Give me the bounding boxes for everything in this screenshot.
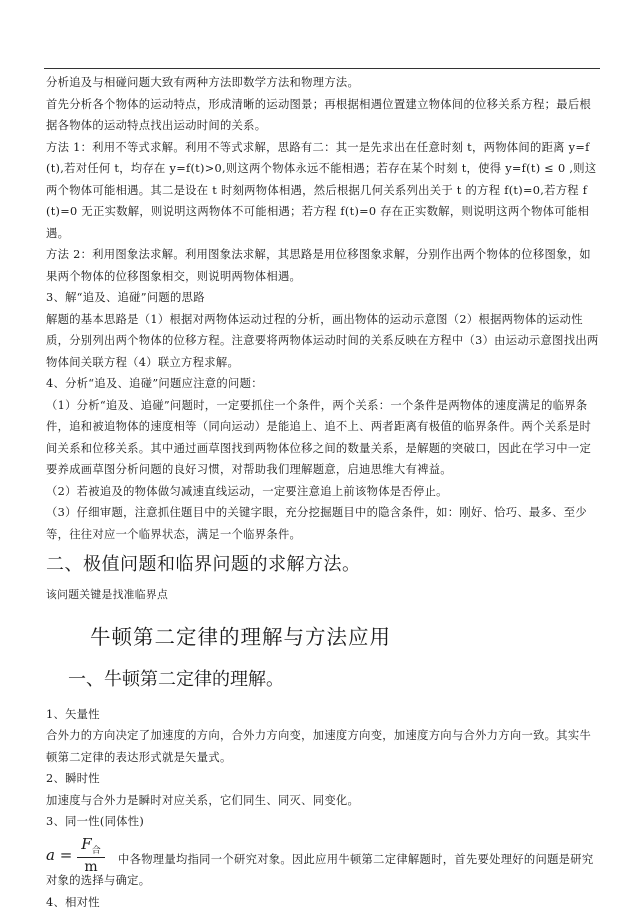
heading-item-3: 3、解“追及、追碰”问题的思路 [46,287,600,309]
heading-item-4: 4、分析“追及、追碰”问题应注意的问题： [46,373,600,395]
document-body [46,72,600,913]
section-heading-extremum: 二、极值问题和临界问题的求解方法。 [46,550,600,580]
formula-denominator: m [84,858,97,875]
section-note: 该问题关键是找准临界点 [46,584,600,606]
item-instant-body: 加速度与合外力是瞬时对应关系，它们同生、同灭、同变化。 [46,790,600,812]
item-identity-heading: 3、同一性(同体性) [46,811,600,833]
paragraph-solution-steps: 解题的基本思路是（1）根据对两物体运动过程的分析，画出物体的运动示意图（2）根据两物体的运动性质，分别列出两个物体的位移方程。注意要将两物体运动时间的关系反映在方程中（3）由运动示意图找出两物体间关联方程（4）联立方程求解。 [46,309,600,374]
item-vector-heading: 1、矢量性 [46,704,600,726]
subheading-understanding: 一、牛顿第二定律的理解。 [46,664,600,696]
formula-subscript: 合 [92,846,101,856]
item-identity-body: 中各物理量均指同一个研究对象。因此应用牛顿第二定律解题时，首先要处理好的问题是研究对象的选择与确定。 [46,849,600,892]
item-instant-heading: 2、瞬时性 [46,768,600,790]
paragraph-method-1: 方法 1：利用不等式求解。利用不等式求解，思路有二：其一是先求出在任意时刻 t，两物体间的距离 y=f(t),若对任何 t，均存在 y=f(t)>0,则这两个物体永远不能相遇；若存在某个时刻 t，使得 y=f(t) ≤ 0 ,则这两个物体可能相遇。其二是设在 t 时刻两物体相遇，然后根据几何关系列出关于 t 的方程 f(t)=0,若方程 f(t)=0 无正实数解，则说明这两物体不可能相遇；若方程 f(t)=0 存在正实数解，则说明这两个物体可能相遇。 [46,137,600,245]
formula-force: F [81,835,91,853]
paragraph-note-1: （1）分析“追及、追碰”问题时，一定要抓住一个条件，两个关系：一个条件是两物体的速度满足的临界条件，追和被追物体的速度相等（同向运动）是能追上、追不上、两者距离有极值的临界条件。两个关系是时间关系和位移关系。其中通过画草图找到两物体位移之间的数量关系，是解题的突破口，因此在学习中一定要养成画草图分析问题的良好习惯，对帮助我们理解题意，启迪思维大有裨益。 [46,395,600,481]
paragraph-intro: 分析追及与相碰问题大致有两种方法即数学方法和物理方法。 [46,72,600,94]
header-rule [44,68,600,69]
paragraph-note-3: （3）仔细审题，注意抓住题目中的关键字眼，充分挖掘题目中的隐含条件，如：刚好、恰巧、最多、至少等，往往对应一个临界状态，满足一个临界条件。 [46,502,600,545]
formula-numerator [77,835,104,858]
formula-fraction [77,835,104,875]
item-relativity-heading: 4、相对性 [46,892,600,913]
paragraph-analysis: 首先分析各个物体的运动特点，形成清晰的运动图景；再根据相遇位置建立物体间的位移关系方程；最后根据各物体的运动特点找出运动时间的关系。 [46,94,600,137]
item-vector-body: 合外力的方向决定了加速度的方向，合外力方向变，加速度方向变，加速度方向与合外力方向一致。其实牛顿第二定律的表达形式就是矢量式。 [46,725,600,768]
paragraph-note-2: （2）若被追及的物体做匀减速直线运动，一定要注意追上前该物体是否停止。 [46,481,600,503]
newton-formula [46,835,105,875]
formula-lhs: a = [46,846,72,864]
page-title: 牛顿第二定律的理解与方法应用 [46,620,600,654]
paragraph-method-2: 方法 2：利用图象法求解。利用图象法求解，其思路是用位移图象求解，分别作出两个物体的位移图象，如果两个物体的位移图象相交，则说明两物体相遇。 [46,244,600,287]
